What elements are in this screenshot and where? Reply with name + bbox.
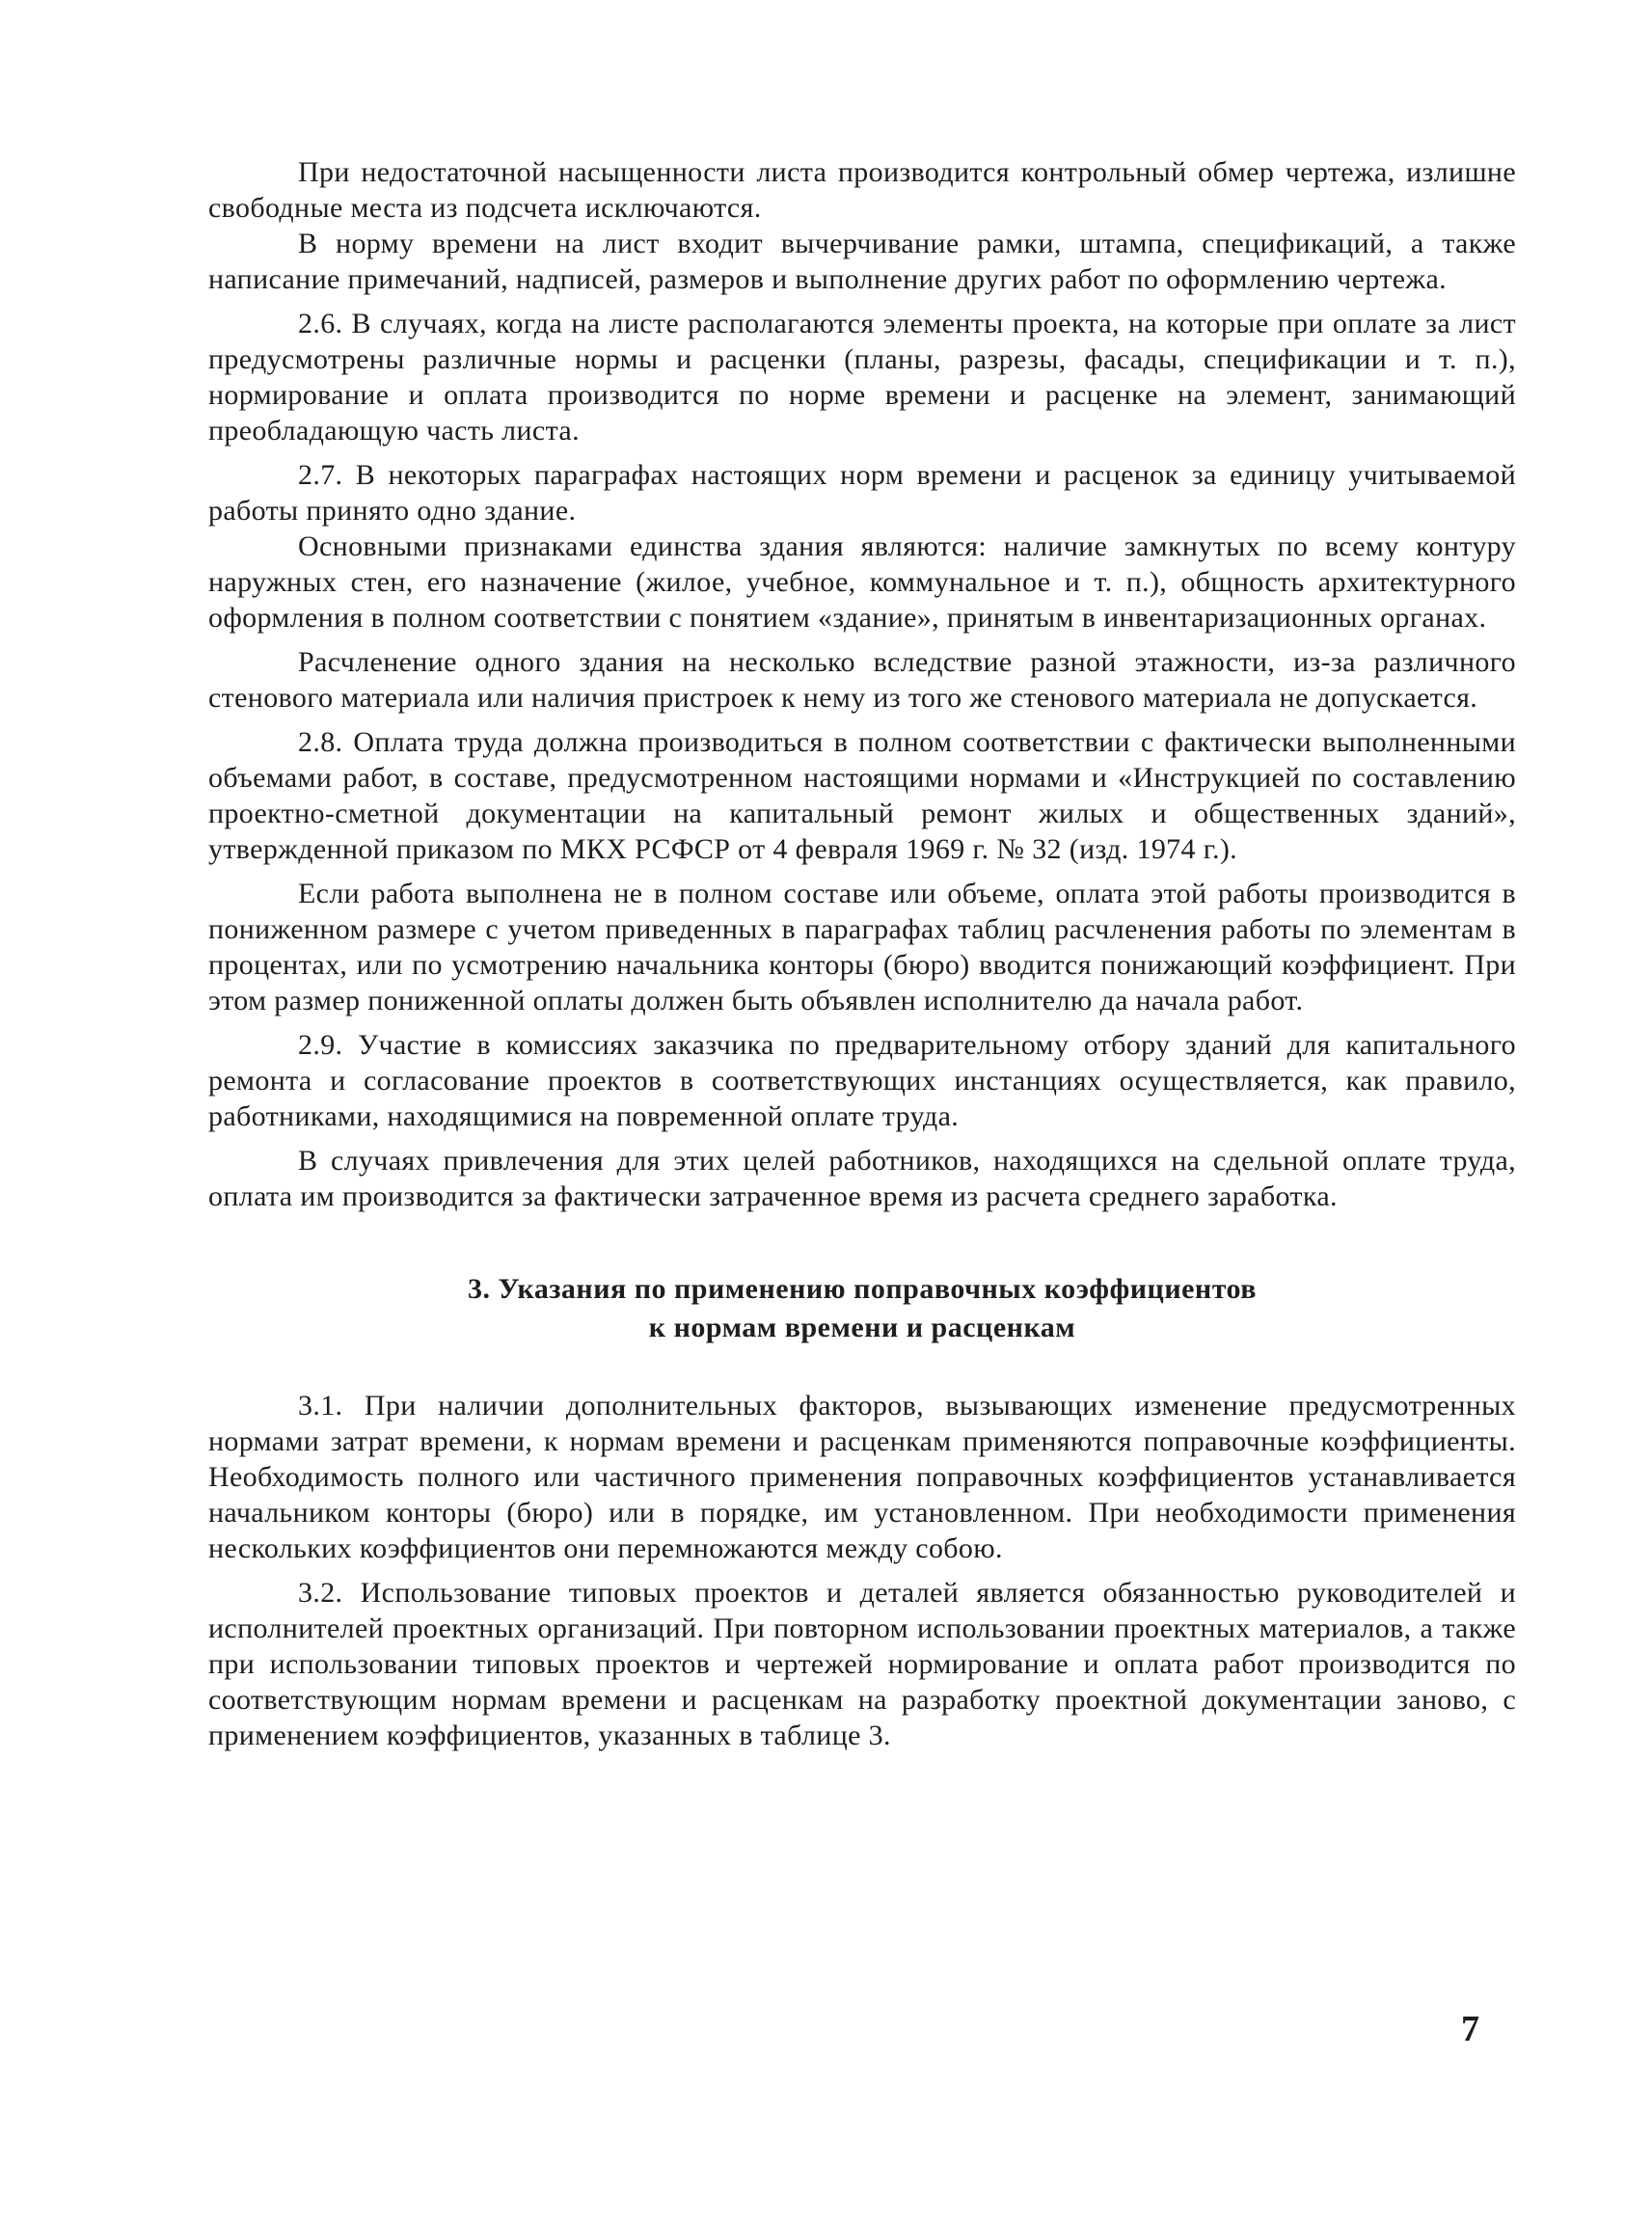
document-page: [208, 154, 1516, 1753]
paragraph-building-division: Расчленение одного здания на несколько вследствие разной этажности, из-за различного стенового материала или наличия пристроек к нему из того же стенового материала не допускается.: [208, 646, 1516, 714]
section-heading: [208, 1270, 1516, 1347]
paragraph-3-1: 3.1. При наличии дополнительных факторов, вызывающих изменение предусмотренных нормами затрат времени, к нормам времени и расценкам применяются поправочные коэффициенты. Необходимость полного или частичного применения поправочных коэффициентов устанавливается начальником конторы (бюро) или в порядке, им установленном. При необходимости применения нескольких коэффициентов они перемножаются между собою.: [208, 1390, 1516, 1564]
section-heading-line-1: 3. Указания по применению поправочных коэффициентов: [467, 1273, 1258, 1305]
paragraph-building-unity: Основными признаками единства здания являются: наличие замкнутых по всему контуру наружных стен, его назначение (жилое, учебное, коммунальное и т. п.), общность архитектурного оформления в полном соответствии с понятием «здание», принятым в инвентаризационных органах.: [208, 530, 1516, 634]
paragraph-3-2: 3.2. Использование типовых проектов и деталей является обязанностью руководителей и исполнителей проектных организаций. При повторном использовании проектных материалов, а также при использовании типовых проектов и чертежей нормирование и оплата работ производится по соответствующим нормам времени и расценкам на разработку проектной документации заново, с применением коэффициентов, указанных в таблице 3.: [208, 1577, 1516, 1751]
paragraph-2-7: 2.7. В некоторых параграфах настоящих норм времени и расценок за единицу учитываемой работы принято одно здание.: [208, 459, 1516, 527]
paragraph-2-9: 2.9. Участие в комиссиях заказчика по предварительному отбору зданий для капитального ремонта и согласование проектов в соответствующих инстанциях осуществляется, как правило, работниками, находящимися на повременной оплате труда.: [208, 1029, 1516, 1132]
paragraph-2-6: 2.6. В случаях, когда на листе располагаются элементы проекта, на которые при оплате за лист предусмотрены различные нормы и расценки (планы, разрезы, фасады, спецификации и т. п.), нормирование и оплата производится по норме времени и расценке на элемент, занимающий преобладающую часть листа.: [208, 308, 1516, 447]
paragraph-piecework: В случаях привлечения для этих целей работников, находящихся на сдельной оплате труда, оплата им производится за фактически затраченное время из расчета среднего заработка.: [208, 1145, 1516, 1212]
paragraph-2-8: 2.8. Оплата труда должна производиться в полном соответствии с фактически выполненными объемами работ, в составе, предусмотренном настоящими нормами и «Инструкцией по составлению проектно-сметной документации на капитальный ремонт жилых и общественных зданий», утвержденной приказом по МКХ РСФСР от 4 февраля 1969 г. № 32 (изд. 1974 г.).: [208, 726, 1516, 865]
section-heading-line-2: к нормам времени и расценкам: [648, 1312, 1076, 1343]
paragraph-time-norm-sheet: В норму времени на лист входит вычерчивание рамки, штампа, спецификаций, а также написание примечаний, надписей, размеров и выполнение других работ по оформлению чертежа.: [208, 228, 1516, 295]
paragraph-control-measure: При недостаточной насыщенности листа производится контрольный обмер чертежа, излишне свободные места из подсчета исключаются.: [208, 156, 1516, 224]
paragraph-incomplete-work: Если работа выполнена не в полном составе или объеме, оплата этой работы производится в пониженном размере с учетом приведенных в параграфах таблиц расчленения работы по элементам в процентах, или по усмотрению начальника конторы (бюро) вводится понижающий коэффициент. При этом размер пониженной оплаты должен быть объявлен исполнителю да начала работ.: [208, 878, 1516, 1016]
page-number: 7: [1461, 2009, 1479, 2049]
